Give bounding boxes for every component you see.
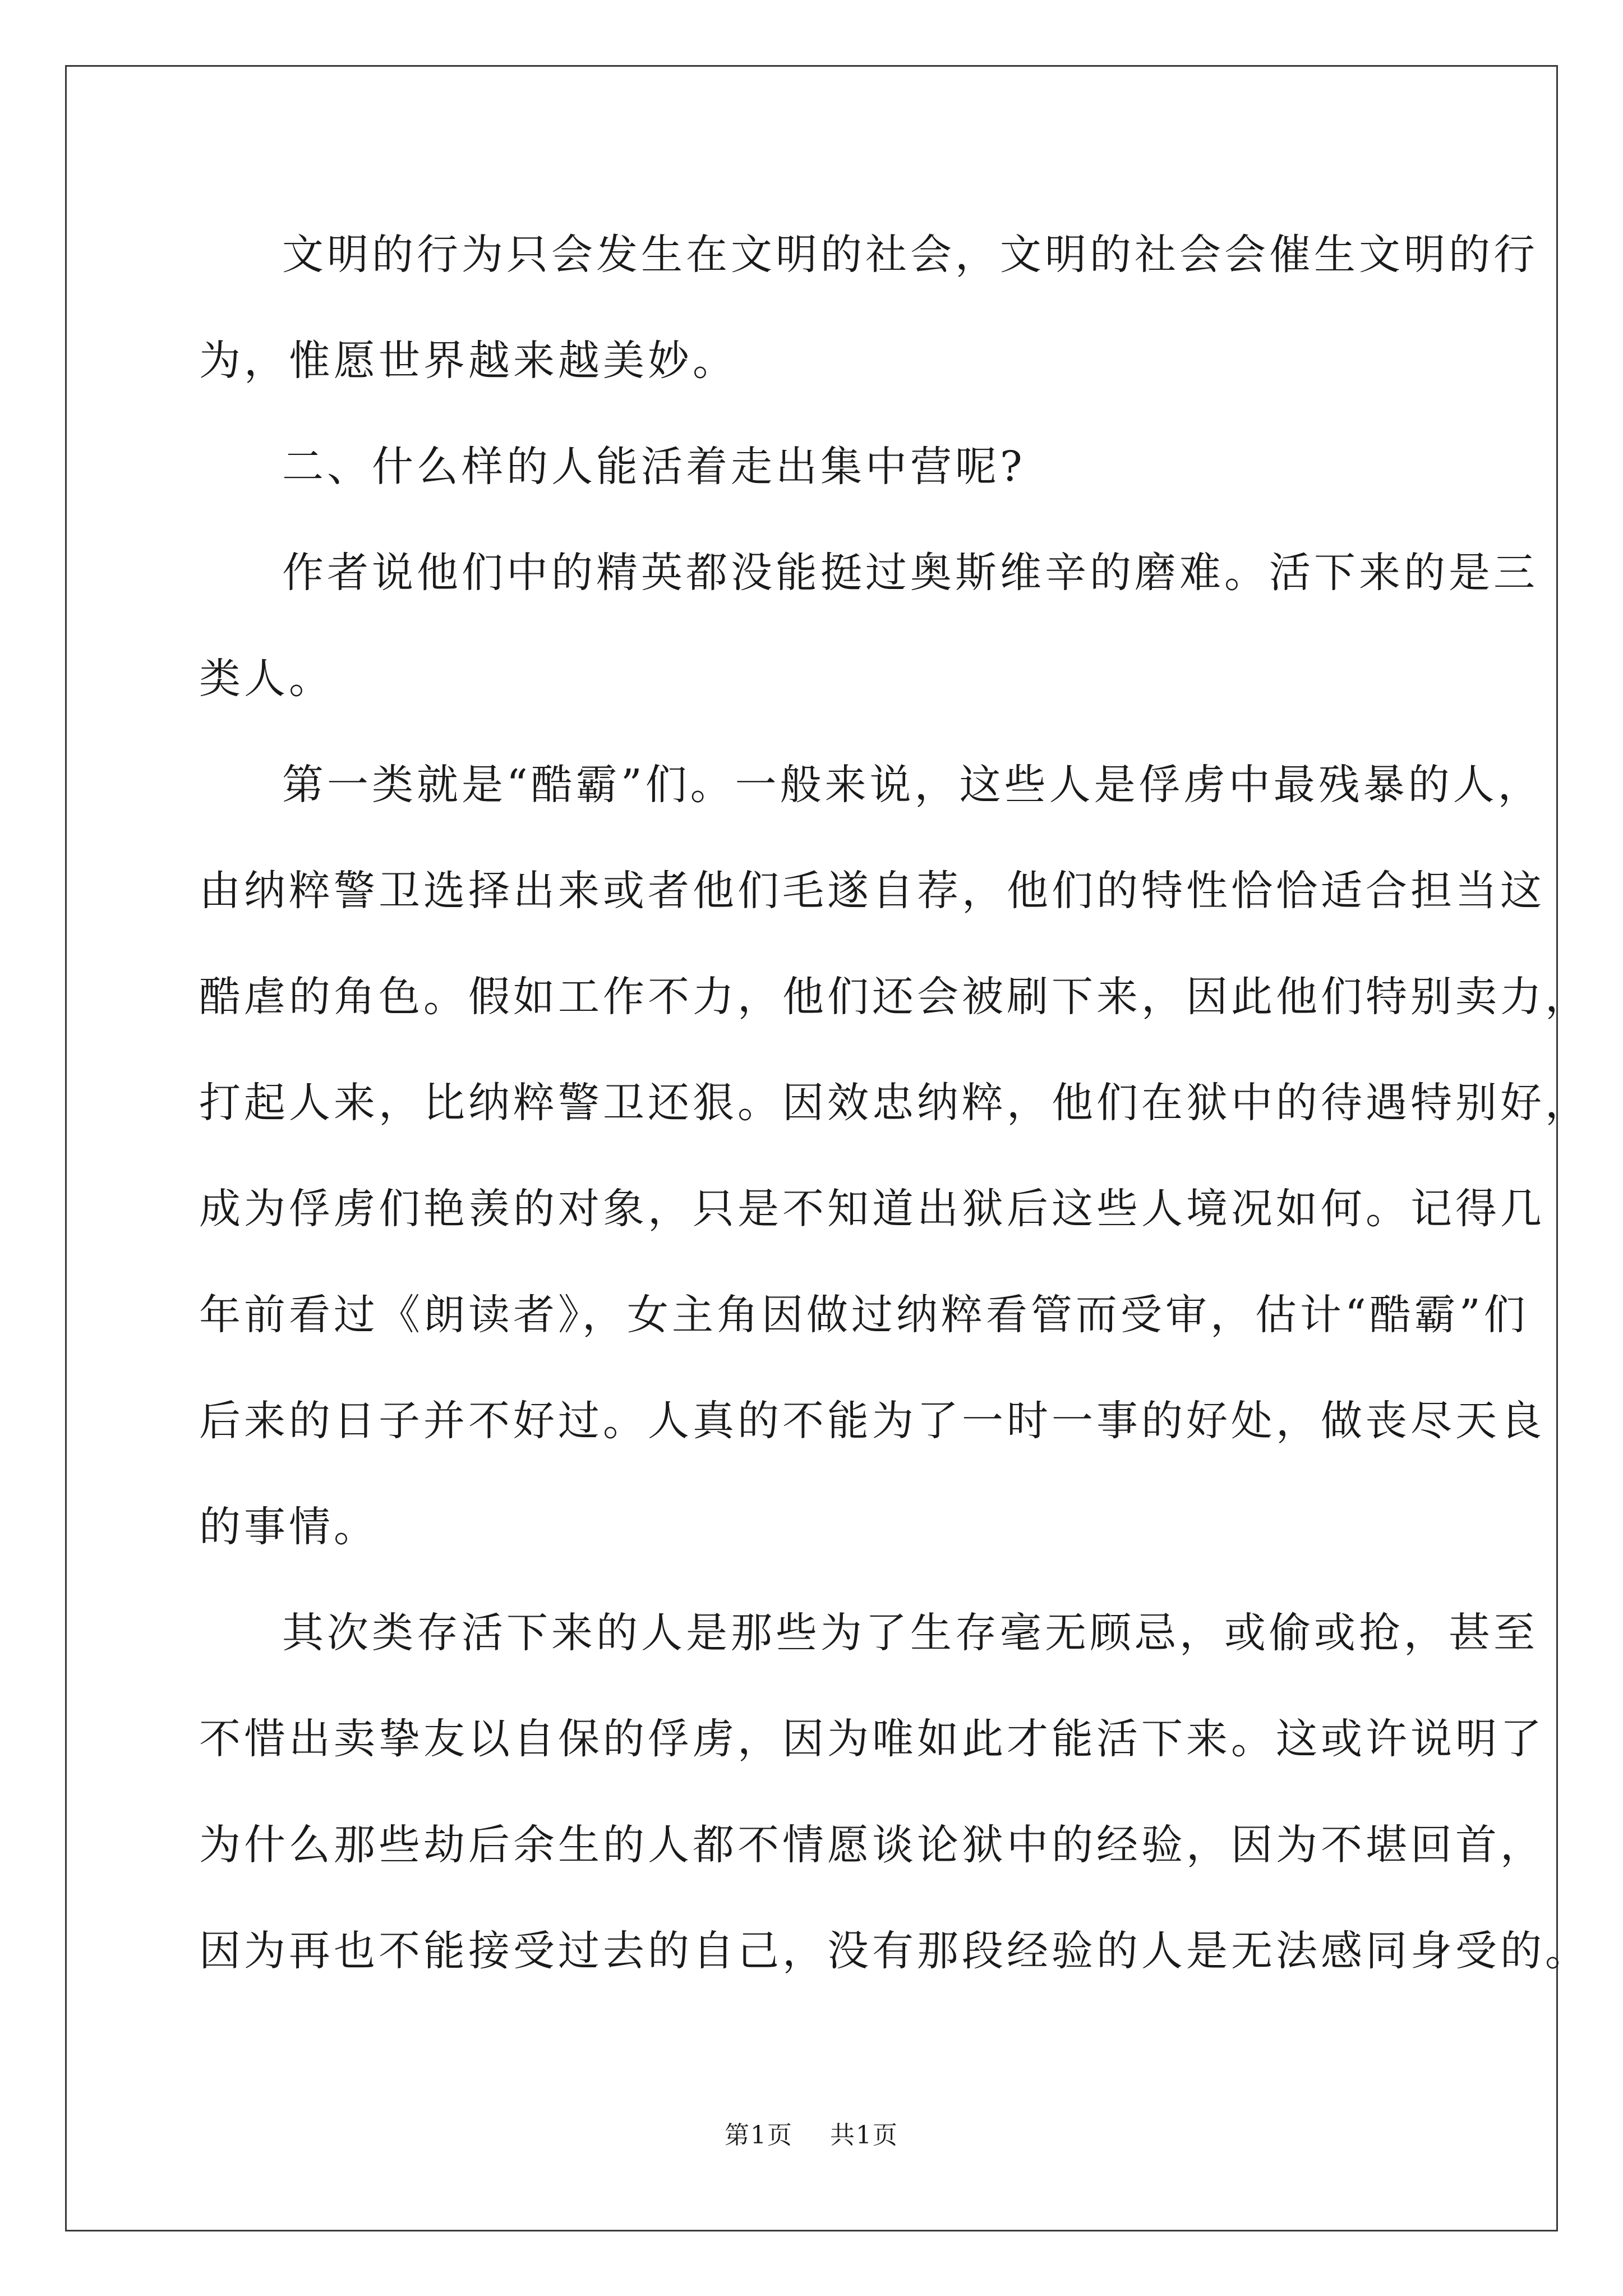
document-body bbox=[199, 202, 1590, 2004]
paragraph bbox=[199, 732, 1590, 1580]
paragraph bbox=[199, 202, 1538, 414]
page-total: 共1页 bbox=[830, 2121, 898, 2150]
text-line: 的事情。 bbox=[199, 1503, 379, 1551]
text-line: 其次类存活下来的人是那些为了生存毫无顾忌，或偷或抢，甚至 bbox=[282, 1609, 1538, 1657]
text-line: 类人。 bbox=[199, 655, 334, 703]
text-line: 作者说他们中的精英都没能挺过奥斯维辛的磨难。活下来的是三 bbox=[282, 549, 1538, 597]
text-line: 因为再也不能接受过去的自己，没有那段经验的人是无法感同身受的。 bbox=[199, 1927, 1590, 1975]
text-line: 年前看过《朗读者》，女主角因做过纳粹看管而受审，估计“酷霸”们 bbox=[199, 1291, 1529, 1339]
text-line: 第一类就是“酷霸”们。一般来说，这些人是俘虏中最残暴的人， bbox=[282, 761, 1543, 809]
text-line: 为什么那些劫后余生的人都不情愿谈论狱中的经验，因为不堪回首， bbox=[199, 1821, 1545, 1869]
section-heading: 二、什么样的人能活着走出集中营呢? bbox=[282, 443, 1026, 491]
text-line: 酷虐的角色。假如工作不力，他们还会被刷下来，因此他们特别卖力， bbox=[199, 973, 1590, 1021]
paragraph bbox=[199, 520, 1538, 732]
text-line: 成为俘虏们艳羡的对象，只是不知道出狱后这些人境况如何。记得几 bbox=[199, 1185, 1545, 1233]
text-line: 不惜出卖挚友以自保的俘虏，因为唯如此才能活下来。这或许说明了 bbox=[199, 1715, 1545, 1763]
text-line: 文明的行为只会发生在文明的社会，文明的社会会催生文明的行 bbox=[282, 231, 1538, 279]
text-line: 由纳粹警卫选择出来或者他们毛遂自荐，他们的特性恰恰适合担当这 bbox=[199, 867, 1545, 915]
page-number: 第1页 bbox=[725, 2121, 793, 2150]
paragraph bbox=[199, 414, 1422, 520]
text-line: 打起人来，比纳粹警卫还狠。因效忠纳粹，他们在狱中的待遇特别好， bbox=[199, 1079, 1590, 1127]
paragraph bbox=[199, 1580, 1590, 2004]
page-footer bbox=[0, 2115, 1623, 2151]
text-line: 后来的日子并不好过。人真的不能为了一时一事的好处，做丧尽天良 bbox=[199, 1397, 1545, 1445]
text-line: 为，惟愿世界越来越美妙。 bbox=[199, 337, 737, 385]
